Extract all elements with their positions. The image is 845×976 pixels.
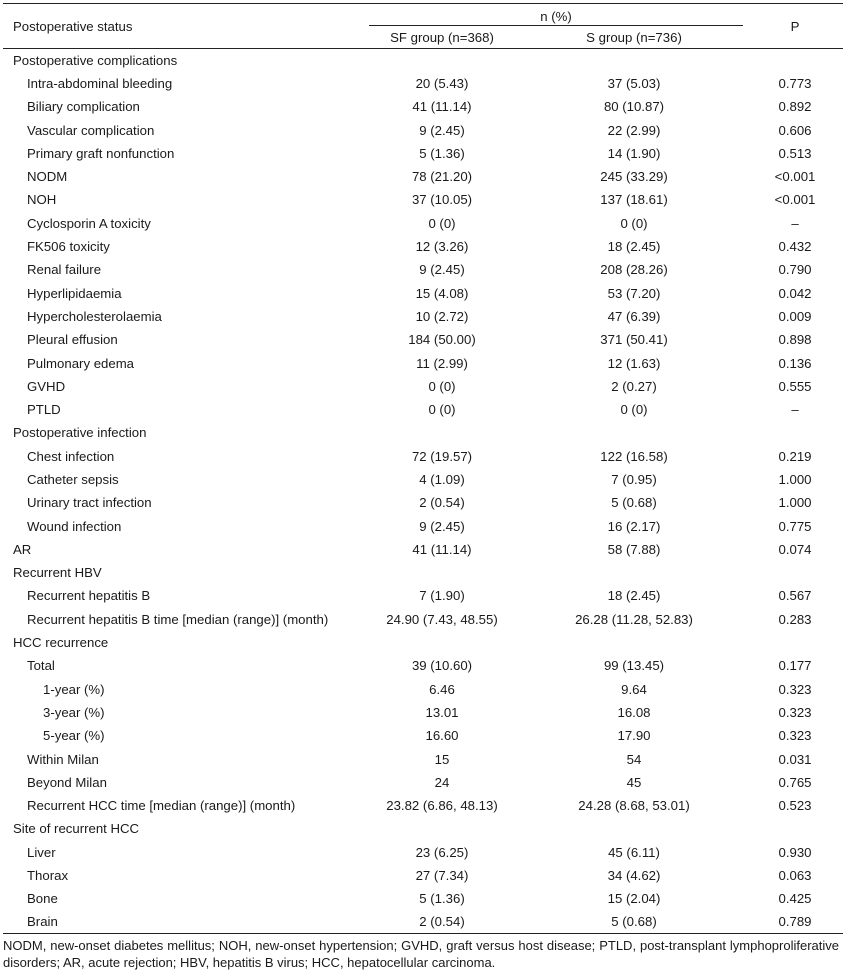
row-s-value: 53 (7.20) [607,285,661,301]
header-p: P [790,18,800,34]
row-s-value: 12 (1.63) [607,355,661,371]
row-p-value: 0.425 [778,891,812,907]
row-s-value [521,561,747,584]
row-s-value [521,421,747,444]
table-row [3,910,843,933]
table-row [3,49,843,72]
table-row [3,72,843,95]
row-sf-value: 0 (0) [428,402,456,418]
results-table [3,3,843,934]
row-p-value: 0.031 [778,751,812,767]
row-label: GVHD [27,378,66,394]
row-s-value: 208 (28.26) [600,262,668,278]
row-s-value: 14 (1.90) [607,145,661,161]
row-sf-value: 5 (1.36) [419,145,465,161]
row-label: Renal failure [27,262,102,278]
row-sf-value: 2 (0.54) [419,495,465,511]
row-label: Liver [27,844,56,860]
table-body [3,49,843,934]
row-sf-value: 184 (50.00) [408,332,476,348]
row-sf-value: 0 (0) [428,215,456,231]
row-s-value: 137 (18.61) [600,192,668,208]
row-s-value: 122 (16.58) [600,448,668,464]
row-sf-value: 0 (0) [428,378,456,394]
row-p-value: 0.775 [778,518,812,534]
row-s-value: 371 (50.41) [600,332,668,348]
table-row [3,631,843,654]
row-s-value: 0 (0) [620,215,648,231]
row-sf-value: 2 (0.54) [419,914,465,930]
row-s-value: 47 (6.39) [607,308,661,324]
table-row [3,421,843,444]
row-s-value: 45 [626,774,642,790]
row-sf-value [363,817,521,840]
row-p-value: – [791,402,799,418]
table-row [3,468,843,491]
row-p-value: 0.765 [778,774,812,790]
row-label: Total [27,658,55,674]
row-sf-value: 10 (2.72) [415,308,469,324]
header-status: Postoperative status [13,18,133,34]
row-sf-value: 15 (4.08) [415,285,469,301]
row-s-value: 16.08 [617,704,651,720]
row-label: Intra-abdominal bleeding [27,75,173,91]
table-row [3,258,843,281]
row-p-value: 0.323 [778,681,812,697]
row-sf-value: 9 (2.45) [419,122,465,138]
table-row [3,165,843,188]
row-label: HCC recurrence [13,635,109,651]
header-n-pct-label: n (%) [369,9,743,26]
row-p-value [747,49,843,72]
row-label: Recurrent HCC time [median (range)] (month) [27,798,296,814]
row-sf-value: 7 (1.90) [419,588,465,604]
row-sf-value [363,49,521,72]
table-row [3,794,843,817]
row-p-value [747,421,843,444]
row-label: Catheter sepsis [27,471,119,487]
row-sf-value [363,631,521,654]
row-label: Biliary complication [27,99,140,115]
row-s-value: 58 (7.88) [607,541,661,557]
table-row [3,188,843,211]
row-p-value: 0.898 [778,332,812,348]
row-s-value: 18 (2.45) [607,588,661,604]
row-sf-value: 23 (6.25) [415,844,469,860]
row-p-value [747,817,843,840]
row-s-value: 17.90 [617,728,651,744]
row-sf-value: 15 [434,751,450,767]
row-s-value: 5 (0.68) [611,914,657,930]
row-p-value [747,631,843,654]
table-row [3,375,843,398]
row-s-value: 34 (4.62) [607,868,661,884]
row-label: NOH [27,192,57,208]
row-p-value: 1.000 [778,495,812,511]
row-s-value [521,817,747,840]
row-sf-value: 41 (11.14) [412,541,472,557]
row-sf-value: 72 (19.57) [411,448,473,464]
row-s-value: 18 (2.45) [607,239,661,255]
row-sf-value: 5 (1.36) [419,891,465,907]
table-row [3,305,843,328]
row-s-value: 245 (33.29) [600,169,668,185]
row-s-value: 5 (0.68) [611,495,657,511]
table-row [3,514,843,537]
table-row [3,584,843,607]
row-label: Urinary tract infection [27,495,152,511]
row-p-value: 0.513 [778,145,812,161]
table-row [3,538,843,561]
row-p-value [747,561,843,584]
table-footnote: NODM, new-onset diabetes mellitus; NOH, new-onset hypertension; GVHD, graft versus host disease; PTLD, post-transplant lymphoproliferative disorders; AR, acute rejection; HBV, hepatitis B virus; HCC, hepatocellular carcinoma. [3,938,839,970]
row-sf-value: 20 (5.43) [415,75,469,91]
table-row [3,445,843,468]
row-sf-value: 13.01 [425,704,459,720]
row-p-value: 0.789 [778,914,812,930]
row-s-value: 99 (13.45) [603,658,665,674]
row-p-value: 0.790 [778,262,812,278]
row-p-value: 0.283 [778,611,812,627]
table-row [3,95,843,118]
row-sf-value: 78 (21.20) [411,169,473,185]
row-label: Postoperative complications [13,52,178,68]
row-p-value: 0.323 [778,728,812,744]
row-p-value: 0.555 [778,378,812,394]
table-row [3,118,843,141]
row-s-value: 16 (2.17) [607,518,661,534]
table-row [3,817,843,840]
row-label: Thorax [27,868,69,884]
table-row [3,351,843,374]
row-label: Bone [27,891,58,907]
row-p-value: – [791,215,799,231]
row-label: Within Milan [27,751,99,767]
row-sf-value: 41 (11.14) [412,99,472,115]
table-row [3,142,843,165]
table-row [3,841,843,864]
header-s-group: S group (n=736) [586,29,682,45]
row-p-value: 0.042 [778,285,812,301]
row-s-value [521,49,747,72]
row-label: Pulmonary edema [27,355,135,371]
row-sf-value: 16.60 [425,728,459,744]
row-p-value: 1.000 [778,471,812,487]
row-sf-value: 39 (10.60) [411,658,473,674]
table-row [3,491,843,514]
row-p-value: 0.523 [778,798,812,814]
row-label: Hypercholesterolaemia [27,308,162,324]
row-p-value: 0.892 [778,99,812,115]
row-p-value: 0.773 [778,75,812,91]
row-label: PTLD [27,402,61,418]
header-n-pct [363,4,747,27]
row-p-value: 0.432 [778,239,812,255]
row-label: Recurrent HBV [13,565,102,581]
header-sf-group: SF group (n=368) [390,29,494,45]
row-s-value: 2 (0.27) [611,378,657,394]
row-label: Recurrent hepatitis B time [median (range)] (month) [27,611,329,627]
row-label: 3-year (%) [43,704,105,720]
row-label: NODM [27,169,68,185]
row-label: Pleural effusion [27,332,118,348]
table-row [3,281,843,304]
table-row [3,654,843,677]
row-p-value: 0.177 [778,658,812,674]
row-s-value: 45 (6.11) [608,844,660,860]
row-p-value: 0.567 [778,588,812,604]
row-s-value [521,631,747,654]
row-sf-value: 37 (10.05) [411,192,473,208]
table-row [3,561,843,584]
row-sf-value: 12 (3.26) [415,239,469,255]
row-sf-value [363,561,521,584]
table-row [3,701,843,724]
row-s-value: 7 (0.95) [611,471,657,487]
table-row [3,724,843,747]
row-s-value: 54 [626,751,642,767]
row-label: AR [13,541,32,557]
row-p-value: <0.001 [774,192,816,208]
table-row [3,235,843,258]
row-sf-value: 24 [434,774,450,790]
row-sf-value: 9 (2.45) [419,518,465,534]
row-s-value: 37 (5.03) [607,75,661,91]
row-sf-value: 11 (2.99) [416,355,468,371]
row-sf-value [363,421,521,444]
row-sf-value: 4 (1.09) [419,471,465,487]
row-label: Site of recurrent HCC [13,821,140,837]
row-s-value: 22 (2.99) [607,122,661,138]
table-row [3,747,843,770]
row-label: Cyclosporin A toxicity [27,215,151,231]
table-row [3,864,843,887]
row-p-value: 0.009 [778,308,812,324]
row-p-value: 0.323 [778,704,812,720]
row-label: Recurrent hepatitis B [27,588,151,604]
row-s-value: 9.64 [621,681,647,697]
row-sf-value: 6.46 [429,681,455,697]
table-row [3,771,843,794]
table-row [3,608,843,631]
table-row [3,678,843,701]
row-label: Postoperative infection [13,425,147,441]
row-p-value: 0.063 [778,868,812,884]
row-sf-value: 9 (2.45) [419,262,465,278]
table-row [3,398,843,421]
row-label: FK506 toxicity [27,239,110,255]
row-p-value: 0.930 [778,844,812,860]
row-p-value: 0.219 [778,448,812,464]
row-label: Chest infection [27,448,115,464]
row-sf-value: 27 (7.34) [415,868,469,884]
table-row [3,328,843,351]
row-sf-value: 24.90 (7.43, 48.55) [386,611,498,627]
row-s-value: 26.28 (11.28, 52.83) [575,611,693,627]
row-p-value: 0.606 [778,122,812,138]
row-p-value: 0.074 [778,541,812,557]
table-row [3,212,843,235]
row-label: 5-year (%) [43,728,105,744]
row-label: Beyond Milan [27,774,107,790]
row-s-value: 15 (2.04) [607,891,661,907]
row-label: Hyperlipidaemia [27,285,122,301]
row-s-value: 80 (10.87) [603,99,665,115]
row-label: Brain [27,914,58,930]
row-s-value: 24.28 (8.68, 53.01) [578,798,690,814]
row-p-value: <0.001 [774,169,816,185]
row-label: Vascular complication [27,122,155,138]
row-sf-value: 23.82 (6.86, 48.13) [386,798,498,814]
row-label: 1-year (%) [43,681,105,697]
table-row [3,887,843,910]
row-label: Primary graft nonfunction [27,145,175,161]
row-p-value: 0.136 [778,355,812,371]
row-label: Wound infection [27,518,122,534]
row-s-value: 0 (0) [620,402,648,418]
